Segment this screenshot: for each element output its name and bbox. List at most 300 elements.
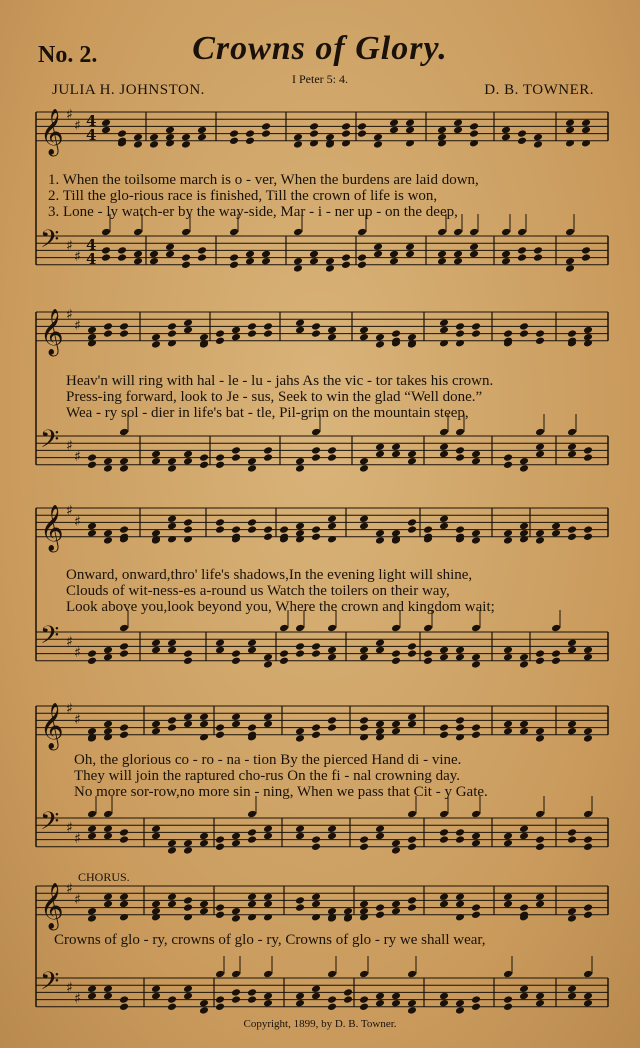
notehead: [455, 900, 465, 909]
notehead: [151, 913, 161, 922]
notehead: [167, 1003, 177, 1012]
notehead: [437, 250, 447, 259]
notehead: [263, 970, 273, 979]
notehead: [341, 261, 351, 270]
sharp-icon: ♯: [66, 107, 73, 123]
notehead: [327, 995, 337, 1004]
notehead: [215, 835, 225, 844]
notehead: [551, 649, 561, 658]
notehead: [565, 257, 575, 266]
notehead: [87, 522, 97, 531]
notehead: [87, 914, 97, 923]
notehead: [503, 893, 513, 902]
notehead: [231, 649, 241, 658]
notehead: [167, 329, 177, 338]
notehead: [551, 529, 561, 538]
notehead: [455, 723, 465, 732]
notehead: [295, 896, 305, 905]
notehead: [103, 457, 113, 466]
notehead: [581, 126, 591, 135]
lyric-line: Look above you,look beyond you, Where the crown and kingdom wait;: [66, 599, 495, 615]
sharp-icon: ♯: [74, 449, 81, 465]
notehead: [471, 529, 481, 538]
notehead: [119, 642, 129, 651]
notehead: [407, 970, 417, 979]
hymn-number: No. 2.: [38, 42, 98, 68]
notehead: [343, 988, 353, 997]
notehead: [567, 329, 577, 338]
notehead: [87, 339, 97, 348]
notehead: [439, 443, 449, 452]
notehead: [151, 985, 161, 994]
notehead: [471, 731, 481, 740]
notehead: [279, 649, 289, 658]
notehead: [533, 140, 543, 149]
notehead: [247, 893, 257, 902]
notehead: [197, 246, 207, 255]
notehead: [471, 329, 481, 338]
notehead: [439, 515, 449, 524]
notehead: [311, 985, 321, 994]
lyric-line: Onward, onward,thro' life's shadows,In the evening light will shine,: [66, 567, 473, 583]
notehead: [309, 139, 319, 148]
chorus-label: CHORUS.: [78, 870, 130, 884]
notehead: [311, 446, 321, 455]
notehead: [183, 896, 193, 905]
notehead: [215, 903, 225, 912]
notehead: [535, 727, 545, 736]
notehead: [455, 893, 465, 902]
notehead: [567, 450, 577, 459]
notehead: [231, 333, 241, 342]
notehead: [263, 653, 273, 662]
notehead: [263, 453, 273, 462]
notehead: [535, 992, 545, 1001]
notehead: [199, 839, 209, 848]
notehead: [455, 835, 465, 844]
notehead: [181, 228, 191, 237]
notehead: [199, 720, 209, 729]
notehead: [407, 835, 417, 844]
notehead: [101, 228, 111, 237]
bass-clef-icon: 𝄢: [40, 225, 60, 260]
time-signature-bottom: 4: [86, 126, 97, 144]
notehead: [311, 731, 321, 740]
notehead: [165, 243, 175, 252]
notehead: [311, 835, 321, 844]
notehead: [455, 339, 465, 348]
notehead: [357, 129, 367, 138]
notehead: [567, 533, 577, 542]
notehead: [167, 339, 177, 348]
notehead: [407, 999, 417, 1008]
notehead: [87, 326, 97, 335]
notehead: [503, 453, 513, 462]
lyric-line: Press-ing forward, look to Je - sus, Seek to win the glad “Well done.”: [66, 389, 483, 405]
notehead: [551, 657, 561, 666]
notehead: [197, 133, 207, 142]
treble-clef-icon: 𝄞: [40, 702, 64, 749]
notehead: [455, 428, 465, 437]
notehead: [469, 243, 479, 252]
notehead: [101, 246, 111, 255]
notehead: [247, 525, 257, 534]
notehead: [437, 228, 447, 237]
notehead: [423, 657, 433, 666]
notehead: [375, 529, 385, 538]
notehead: [583, 992, 593, 1001]
notehead: [535, 900, 545, 909]
notehead: [167, 846, 177, 855]
notehead: [567, 646, 577, 655]
notehead: [469, 129, 479, 138]
notehead: [455, 453, 465, 462]
notehead: [167, 457, 177, 466]
notehead: [327, 970, 337, 979]
notehead: [151, 457, 161, 466]
notehead: [439, 810, 449, 819]
notehead: [133, 228, 143, 237]
notehead: [183, 913, 193, 922]
lyric-line: Crowns of glo - ry, crowns of glo - ry, Crowns of glo - ry we shall wear,: [54, 932, 486, 948]
notehead: [583, 970, 593, 979]
notehead: [407, 713, 417, 722]
notehead: [535, 835, 545, 844]
notehead: [581, 246, 591, 255]
notehead: [551, 522, 561, 531]
notehead: [231, 326, 241, 335]
notehead: [357, 228, 367, 237]
notehead: [469, 139, 479, 148]
notehead: [197, 126, 207, 135]
notehead: [199, 999, 209, 1008]
notehead: [261, 129, 271, 138]
notehead: [519, 992, 529, 1001]
notehead: [263, 893, 273, 902]
notehead: [501, 257, 511, 266]
notehead: [455, 329, 465, 338]
notehead: [503, 995, 513, 1004]
notehead: [439, 450, 449, 459]
notehead: [311, 913, 321, 922]
notehead: [231, 446, 241, 455]
notehead: [471, 995, 481, 1004]
notehead: [247, 457, 257, 466]
notehead: [309, 122, 319, 131]
notehead: [327, 515, 337, 524]
notehead: [567, 720, 577, 729]
notehead: [215, 525, 225, 534]
notehead: [375, 825, 385, 834]
notehead: [439, 339, 449, 348]
notehead: [293, 140, 303, 149]
notehead: [581, 253, 591, 262]
notehead: [87, 992, 97, 1001]
notehead: [311, 533, 321, 542]
notehead: [583, 646, 593, 655]
notehead: [295, 319, 305, 328]
notehead: [311, 843, 321, 852]
sharp-icon: ♯: [66, 820, 73, 836]
notehead: [229, 253, 239, 262]
notehead: [215, 1003, 225, 1012]
notehead: [391, 727, 401, 736]
notehead: [119, 995, 129, 1004]
notehead: [229, 261, 239, 270]
lyric-line: 2. Till the glo-rious race is finished, Till the crown of life is won,: [48, 188, 438, 204]
notehead: [215, 646, 225, 655]
notehead: [359, 970, 369, 979]
notehead: [439, 992, 449, 1001]
notehead: [327, 522, 337, 531]
notehead: [407, 649, 417, 658]
notehead: [439, 319, 449, 328]
notehead: [231, 839, 241, 848]
notehead: [167, 639, 177, 648]
notehead: [535, 329, 545, 338]
notehead: [359, 843, 369, 852]
notehead: [119, 624, 129, 633]
notehead: [471, 832, 481, 841]
notehead: [359, 723, 369, 732]
notehead: [247, 835, 257, 844]
notehead: [519, 720, 529, 729]
lyric-line: Heav'n will ring with hal - le - lu - jahs As the vic - tor takes his crown.: [66, 373, 494, 389]
notehead: [165, 250, 175, 259]
notehead: [437, 126, 447, 135]
notehead: [391, 900, 401, 909]
notehead: [183, 992, 193, 1001]
notehead: [359, 653, 369, 662]
notehead: [103, 646, 113, 655]
notehead: [327, 535, 337, 544]
notehead: [231, 525, 241, 534]
notehead: [167, 893, 177, 902]
notehead: [503, 832, 513, 841]
notehead: [565, 126, 575, 135]
notehead: [535, 450, 545, 459]
notehead: [359, 900, 369, 909]
notehead: [359, 464, 369, 473]
lyricist-credit: JULIA H. JOHNSTON.: [52, 82, 205, 98]
notehead: [151, 333, 161, 342]
notehead: [215, 337, 225, 346]
notehead: [471, 1003, 481, 1012]
notehead: [519, 522, 529, 531]
notehead: [533, 246, 543, 255]
notehead: [327, 1003, 337, 1012]
notehead: [501, 250, 511, 259]
notehead: [183, 518, 193, 527]
treble-clef-icon: 𝄞: [40, 882, 64, 929]
notehead: [261, 257, 271, 266]
notehead: [181, 253, 191, 262]
notehead: [103, 329, 113, 338]
notehead: [359, 913, 369, 922]
notehead: [327, 653, 337, 662]
notehead: [119, 893, 129, 902]
notehead: [103, 529, 113, 538]
notehead: [183, 535, 193, 544]
notehead: [103, 322, 113, 331]
notehead: [565, 119, 575, 128]
notehead: [567, 525, 577, 534]
notehead: [391, 720, 401, 729]
notehead: [119, 913, 129, 922]
notehead: [183, 839, 193, 848]
notehead: [151, 832, 161, 841]
notehead: [565, 139, 575, 148]
notehead: [567, 835, 577, 844]
notehead: [165, 126, 175, 135]
hymn-title: Crowns of Glory.: [192, 30, 448, 67]
notehead: [407, 1006, 417, 1015]
notehead: [103, 825, 113, 834]
notehead: [263, 713, 273, 722]
bass-clef-icon: 𝄢: [40, 807, 60, 842]
notehead: [375, 903, 385, 912]
notehead: [263, 533, 273, 542]
sharp-icon: ♯: [74, 831, 81, 847]
notehead: [199, 1006, 209, 1015]
notehead: [503, 720, 513, 729]
sharp-icon: ♯: [74, 892, 81, 908]
notehead: [247, 988, 257, 997]
notehead: [583, 339, 593, 348]
notehead: [247, 518, 257, 527]
notehead: [87, 832, 97, 841]
sharp-icon: ♯: [66, 238, 73, 254]
notehead: [519, 457, 529, 466]
notehead: [119, 1003, 129, 1012]
notehead: [519, 464, 529, 473]
notehead: [149, 257, 159, 266]
notehead: [517, 253, 527, 262]
notehead: [583, 999, 593, 1008]
notehead: [471, 536, 481, 545]
notehead: [311, 525, 321, 534]
notehead: [167, 716, 177, 725]
notehead: [503, 653, 513, 662]
notehead: [373, 243, 383, 252]
notehead: [167, 535, 177, 544]
notehead: [151, 450, 161, 459]
notehead: [133, 140, 143, 149]
notehead: [327, 716, 337, 725]
notehead: [533, 133, 543, 142]
notehead: [583, 911, 593, 920]
notehead: [231, 657, 241, 666]
notehead: [407, 642, 417, 651]
notehead: [295, 464, 305, 473]
notehead: [101, 119, 111, 128]
notehead: [309, 250, 319, 259]
notehead: [519, 653, 529, 662]
notehead: [199, 900, 209, 909]
bass-clef-icon: 𝄢: [40, 425, 60, 460]
notehead: [327, 333, 337, 342]
notehead: [327, 723, 337, 732]
notehead: [151, 992, 161, 1001]
notehead: [567, 914, 577, 923]
notehead: [103, 992, 113, 1001]
notehead: [103, 720, 113, 729]
lyric-line: Clouds of wit-ness-es a-round us Watch the toilers on their way,: [66, 583, 450, 599]
notehead: [583, 326, 593, 335]
notehead: [453, 250, 463, 259]
notehead: [183, 985, 193, 994]
bass-clef-icon: 𝄢: [40, 621, 60, 656]
lyric-line: They will join the raptured cho-rus On the fi - nal crowning day.: [74, 768, 461, 784]
notehead: [247, 639, 257, 648]
notehead: [295, 727, 305, 736]
notehead: [439, 646, 449, 655]
notehead: [567, 828, 577, 837]
notehead: [103, 653, 113, 662]
notehead: [375, 450, 385, 459]
notehead: [583, 903, 593, 912]
notehead: [503, 1003, 513, 1012]
notehead: [535, 529, 545, 538]
sharp-icon: ♯: [74, 514, 81, 530]
notehead: [519, 329, 529, 338]
notehead: [389, 257, 399, 266]
notehead: [583, 533, 593, 542]
notehead: [327, 646, 337, 655]
notehead: [455, 913, 465, 922]
notehead: [407, 896, 417, 905]
notehead: [183, 903, 193, 912]
notehead: [247, 995, 257, 1004]
notehead: [87, 461, 97, 470]
notehead: [551, 624, 561, 633]
notehead: [455, 733, 465, 742]
notehead: [535, 843, 545, 852]
notehead: [295, 999, 305, 1008]
notehead: [151, 720, 161, 729]
notehead: [231, 907, 241, 916]
notehead: [215, 723, 225, 732]
lyric-line: Wea - ry sol - dier in life's bat - tle, Pil-grim on the mountain steep,: [66, 405, 469, 421]
notehead: [325, 257, 335, 266]
notehead: [119, 457, 129, 466]
notehead: [535, 536, 545, 545]
sharp-icon: ♯: [66, 503, 73, 519]
notehead: [375, 720, 385, 729]
notehead: [183, 457, 193, 466]
notehead: [455, 322, 465, 331]
notehead: [455, 999, 465, 1008]
notehead: [535, 734, 545, 743]
notehead: [407, 810, 417, 819]
notehead: [293, 257, 303, 266]
notehead: [165, 139, 175, 148]
notehead: [263, 446, 273, 455]
notehead: [309, 257, 319, 266]
notehead: [119, 322, 129, 331]
notehead: [181, 140, 191, 149]
notehead: [567, 639, 577, 648]
notehead: [167, 723, 177, 732]
sharp-icon: ♯: [66, 307, 73, 323]
notehead: [311, 992, 321, 1001]
notehead: [295, 624, 305, 633]
notehead: [87, 810, 97, 819]
notehead: [183, 720, 193, 729]
notehead: [199, 461, 209, 470]
lyric-line: Oh, the glorious co - ro - na - tion By the pierced Hand di - vine.: [74, 752, 462, 768]
notehead: [519, 832, 529, 841]
